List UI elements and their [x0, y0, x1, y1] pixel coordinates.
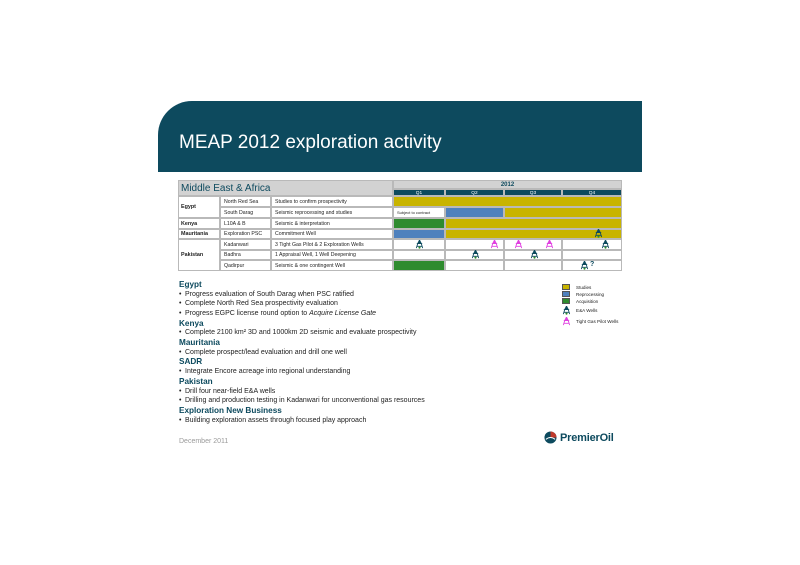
ea-well-icon: [415, 240, 424, 249]
legend-item-studies: [562, 284, 592, 290]
bullet: • Complete 2100 km² 3D and 1000km 2D seismic and evaluate prospectivity: [179, 328, 519, 338]
slide: [158, 101, 642, 463]
legend-swatch: [562, 298, 570, 304]
timeline-acquisition-bar: [393, 218, 445, 229]
activity-exploration-psc: Commitment Well: [271, 229, 393, 239]
subject-to-contract-note: Subject to contract: [393, 207, 445, 218]
bullet: • Building exploration assets through focused play approach: [179, 416, 519, 426]
footer-date: December 2011: [179, 438, 229, 445]
legend-label: Tight Gas Pilot Wells: [576, 319, 619, 324]
bullet-text: Progress EGPC license round option to: [185, 309, 310, 317]
timeline-studies-bar: [445, 218, 622, 229]
premier-oil-globe-icon: [544, 431, 557, 444]
tight-gas-well-icon: [490, 240, 499, 249]
country-egypt: Egypt: [178, 196, 220, 218]
tight-gas-well-icon: [562, 317, 571, 326]
timeline-studies-bar: [393, 196, 622, 207]
bullet: • Progress evaluation of South Darag when PSC ratified: [179, 290, 519, 300]
block-kadanwari: Kadanwari: [220, 239, 271, 250]
legend-item-ea-wells: [562, 306, 598, 316]
timeline-cell: [393, 250, 445, 260]
slide-title: MEAP 2012 exploration activity: [179, 132, 442, 153]
premier-oil-logo: [544, 431, 614, 444]
legend-item-acquisition: [562, 298, 599, 304]
activity-qadirpur: Seismic & one contingent Well: [271, 260, 393, 271]
region-header: Middle East & Africa: [178, 180, 393, 196]
tight-gas-well-icon: [514, 240, 523, 249]
bullet: • Integrate Encore acreage into regional understanding: [179, 367, 519, 377]
quarter-header-q4: Q4: [562, 189, 622, 196]
ea-well-icon: [594, 229, 603, 238]
timeline-reprocessing-bar: [445, 207, 504, 218]
activity-table: [178, 180, 622, 271]
heading-pakistan: Pakistan: [179, 376, 213, 386]
activity-badhra: 1 Appraisal Well, 1 Well Deepening: [271, 250, 393, 260]
heading-sadr: SADR: [179, 357, 203, 367]
activity-north-red-sea: Studies to confirm prospectivity: [271, 196, 393, 207]
legend-item-tight-gas-wells: [562, 317, 619, 327]
country-pakistan: Pakistan: [178, 239, 220, 271]
country-kenya: Kenya: [178, 218, 220, 229]
activity-l10a-b: Seismic & interpretation: [271, 218, 393, 229]
logo-text: PremierOil: [560, 431, 614, 444]
block-south-darag: South Darag: [220, 207, 271, 218]
ea-well-icon: [471, 250, 480, 259]
quarter-header-q2: Q2: [445, 189, 504, 196]
block-l10a-b: L10A & B: [220, 218, 271, 229]
quarter-header-q1: Q1: [393, 189, 445, 196]
legend-swatch: [562, 284, 570, 290]
bullet: • Complete North Red Sea prospectivity evaluation: [179, 299, 519, 309]
contingent-question-mark: ?: [590, 261, 595, 268]
title-banner: [158, 101, 642, 172]
bullet-license-gate: [179, 309, 519, 319]
summary-body: [179, 280, 519, 425]
activity-kadanwari: 3 Tight Gas Pilot & 2 Exploration Wells: [271, 239, 393, 250]
ea-well-icon: [530, 250, 539, 259]
timeline-cell: [562, 239, 622, 250]
legend-label: Acquisition: [576, 299, 599, 304]
legend-swatch: [562, 291, 570, 297]
block-qadirpur: Qadirpur: [220, 260, 271, 271]
bullet: • Drill four near-field E&A wells: [179, 387, 519, 397]
legend-item-reprocessing: [562, 291, 605, 297]
bullet-italic-text: Acquire License Gate: [309, 309, 377, 317]
heading-kenya: Kenya: [179, 318, 204, 328]
quarter-header-q3: Q3: [504, 189, 562, 196]
timeline-cell: [562, 250, 622, 260]
timeline-reprocessing-bar: [393, 229, 445, 239]
heading-exploration-new-business: Exploration New Business: [179, 405, 282, 415]
legend-label: E&A Wells: [576, 308, 598, 313]
year-header: 2012: [393, 180, 622, 189]
timeline-cell: [445, 260, 504, 271]
ea-well-icon: [562, 306, 571, 315]
timeline-cell: [504, 260, 562, 271]
legend-label: Studies: [576, 285, 592, 290]
block-north-red-sea: North Red Sea: [220, 196, 271, 207]
heading-mauritania: Mauritania: [179, 337, 220, 347]
tight-gas-well-icon: [545, 240, 554, 249]
block-exploration-psc: Exploration PSC: [220, 229, 271, 239]
ea-well-icon: [580, 261, 589, 270]
block-badhra: Badhra: [220, 250, 271, 260]
timeline-acquisition-bar: [393, 260, 445, 271]
heading-egypt: Egypt: [179, 280, 202, 289]
timeline-studies-bar: [504, 207, 622, 218]
ea-well-icon: [601, 240, 610, 249]
bullet: • Complete prospect/lead evaluation and drill one well: [179, 348, 519, 358]
activity-south-darag: Seismic reprocessing and studies: [271, 207, 393, 218]
legend-label: Reprocessing: [576, 292, 605, 297]
country-mauritania: Mauritania: [178, 229, 220, 239]
bullet: • Drilling and production testing in Kadanwari for unconventional gas resources: [179, 396, 519, 406]
